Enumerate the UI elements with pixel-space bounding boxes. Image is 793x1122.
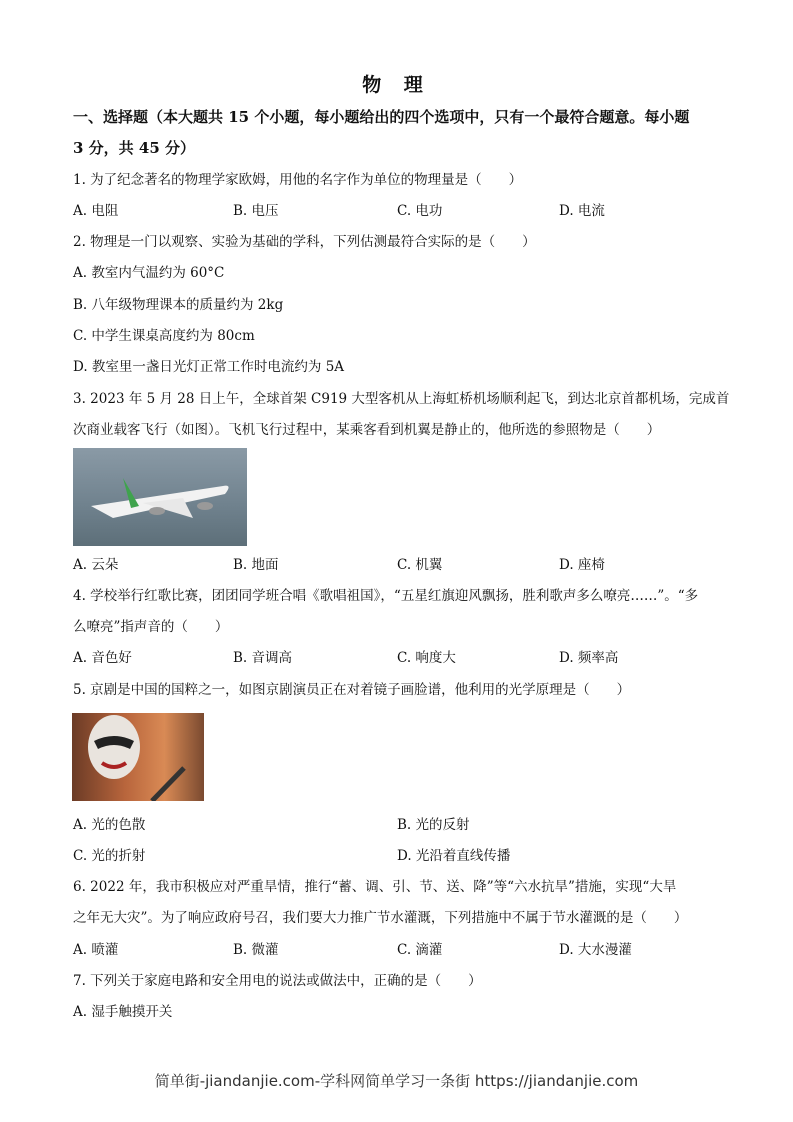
question-7: 7. 下列关于家庭电路和安全用电的说法或做法中，正确的是（ ） (73, 973, 482, 989)
question-3: 3. 2023 年 5 月 28 日上午，全球首架 C919 大型客机从上海虹桥机场顺利起飞，到达北京首都机场，完成首 (73, 391, 730, 407)
question-1: 1. 为了纪念著名的物理学家欧姆，用他的名字作为单位的物理量是（ ） (73, 172, 523, 188)
q1-option-d: D. 电流 (559, 203, 605, 219)
q2-option-a: A. 教室内气温约为 60°C (73, 265, 225, 281)
opera-mirror-image (72, 713, 204, 801)
q1-option-a: A. 电阻 (73, 203, 119, 219)
q4-option-a: A. 音色好 (73, 650, 132, 666)
q6-option-b: B. 微灌 (233, 942, 279, 958)
section-heading-cont: 3 分，共 45 分） (73, 139, 195, 157)
q3-option-c: C. 机翼 (397, 557, 443, 573)
q1-option-c: C. 电功 (397, 203, 443, 219)
q4-option-d: D. 频率高 (559, 650, 619, 666)
q3-option-d: D. 座椅 (559, 557, 605, 573)
q5-option-c: C. 光的折射 (73, 848, 146, 864)
section-heading: 一、选择题（本大题共 15 个小题，每小题给出的四个选项中，只有一个最符合题意。每小题 (73, 108, 690, 126)
question-5: 5. 京剧是中国的国粹之一，如图京剧演员正在对着镜子画脸谱，他利用的光学原理是（ ） (73, 682, 631, 698)
footer-watermark: 简单街-jiandanjie.com-学科网简单学习一条街 https://jiandanjie.com (154, 1072, 639, 1090)
q6-option-d: D. 大水漫灌 (559, 942, 632, 958)
q5-option-b: B. 光的反射 (397, 817, 470, 833)
question-6-cont: 之年无大灾”。为了响应政府号召，我们要大力推广节水灌溉，下列措施中不属于节水灌溉的是（ ） (73, 910, 688, 926)
page-title: 物 理 (362, 74, 431, 96)
q1-option-b: B. 电压 (233, 203, 279, 219)
question-3-cont: 次商业载客飞行（如图）。飞机飞行过程中，某乘客看到机翼是静止的，他所选的参照物是（ ） (73, 422, 661, 438)
q5-option-d: D. 光沿着直线传播 (397, 848, 511, 864)
question-6: 6. 2022 年，我市积极应对严重旱情，推行“蓄、调、引、节、送、降”等“六水抗旱”措施，实现“大旱 (73, 879, 677, 895)
q5-option-a: A. 光的色散 (73, 817, 146, 833)
airplane-image (73, 448, 247, 546)
q4-option-b: B. 音调高 (233, 650, 293, 666)
q6-option-c: C. 滴灌 (397, 942, 443, 958)
q2-option-d: D. 教室里一盏日光灯正常工作时电流约为 5A (73, 359, 345, 375)
question-2: 2. 物理是一门以观察、实验为基础的学科，下列估测最符合实际的是（ ） (73, 234, 536, 250)
q3-option-b: B. 地面 (233, 557, 279, 573)
question-4: 4. 学校举行红歌比赛，团团同学班合唱《歌唱祖国》，“五星红旗迎风飘扬，胜利歌声多么嘹亮……”。“多 (73, 588, 699, 604)
q2-option-b: B. 八年级物理课本的质量约为 2kg (73, 297, 284, 313)
q6-option-a: A. 喷灌 (73, 942, 119, 958)
q3-option-a: A. 云朵 (73, 557, 119, 573)
q7-option-a: A. 湿手触摸开关 (73, 1004, 173, 1020)
q4-option-c: C. 响度大 (397, 650, 456, 666)
question-4-cont: 么嘹亮”指声音的（ ） (73, 619, 229, 635)
q2-option-c: C. 中学生课桌高度约为 80cm (73, 328, 255, 344)
